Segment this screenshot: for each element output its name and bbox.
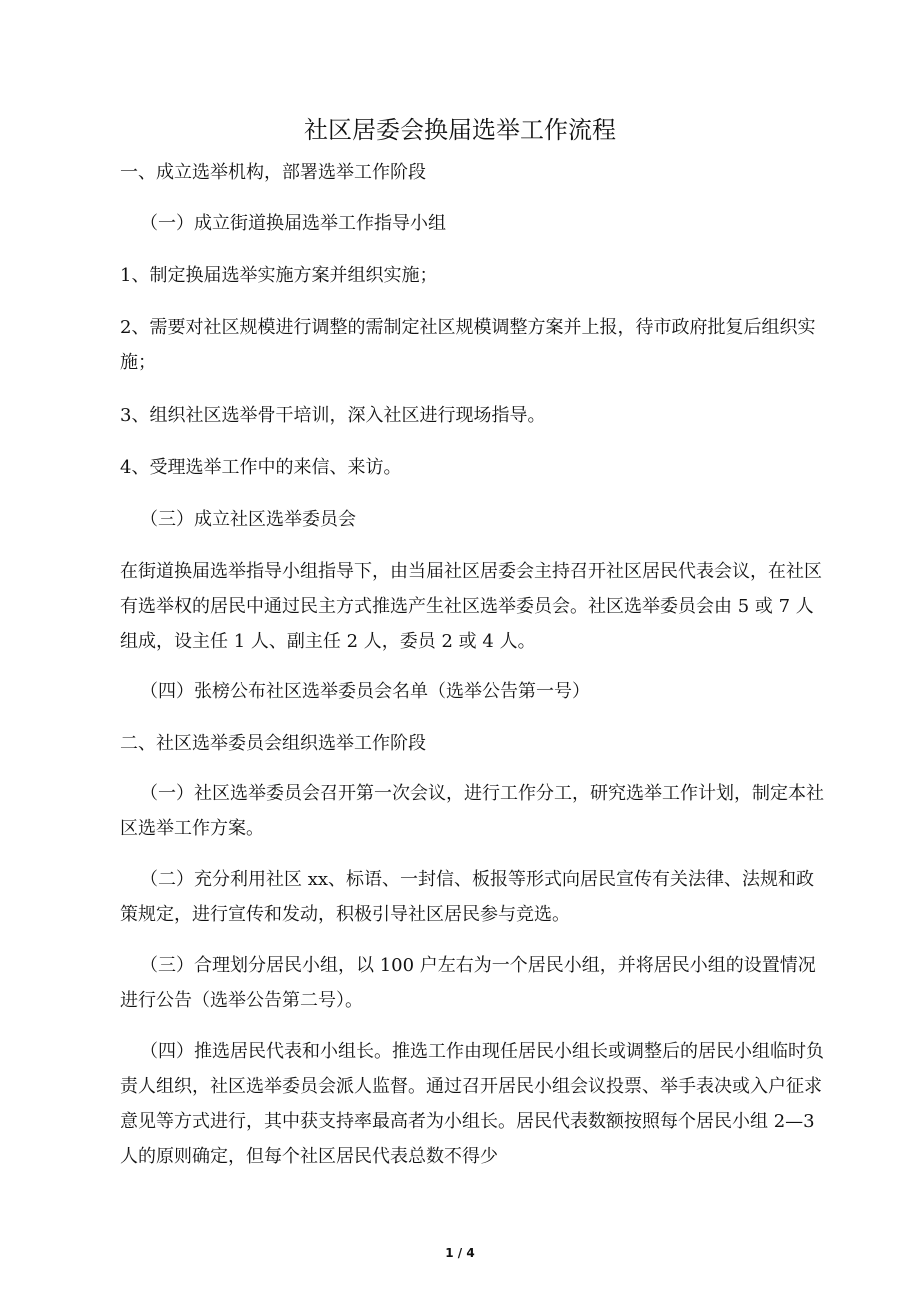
list-item: 2、需要对社区规模进行调整的需制定社区规模调整方案并上报，待市政府批复后组织实施； xyxy=(120,317,816,373)
page-number: 1 / 4 xyxy=(445,1246,475,1260)
body-paragraph: （二）充分利用社区 xx、标语、一封信、板报等形式向居民宣传有关法律、法规和政策规定，进行宣传和发动，积极引导社区居民参与竞选。 xyxy=(120,869,815,925)
subsection-heading: （三）成立社区选举委员会 xyxy=(140,509,356,530)
subsection-heading: （一）成立街道换届选举工作指导小组 xyxy=(140,213,446,234)
section-heading-2: 二、社区选举委员会组织选举工作阶段 xyxy=(120,733,426,754)
list-item: 1、制定换届选举实施方案并组织实施； xyxy=(120,265,438,286)
list-item: 3、组织社区选举骨干培训，深入社区进行现场指导。 xyxy=(120,405,546,426)
document-title: 社区居委会换届选举工作流程 xyxy=(304,116,616,144)
body-paragraph: （四）推选居民代表和小组长。推选工作由现任居民小组长或调整后的居民小组临时负责人组织，社区选举委员会派人监督。通过召开居民小组会议投票、举手表决或入户征求意见等方式进行，其中获支持率最高者为小组长。居民代表数额按照每个居民小组 2—3 人的原则确定，但每个社区居民代表总数不得少 xyxy=(120,1041,824,1167)
body-paragraph: 在街道换届选举指导小组指导下，由当届社区居委会主持召开社区居民代表会议，在社区有选举权的居民中通过民主方式推选产生社区选举委员会。社区选举委员会由 5 或 7 人组成，设主任 1 人、副主任 2 人，委员 2 或 4 人。 xyxy=(120,561,822,652)
list-item: 4、受理选举工作中的来信、来访。 xyxy=(120,457,402,478)
body-paragraph: （一）社区选举委员会召开第一次会议，进行工作分工，研究选举工作计划，制定本社区选举工作方案。 xyxy=(120,783,824,839)
section-heading-1: 一、成立选举机构，部署选举工作阶段 xyxy=(120,162,426,183)
subsection-heading: （四）张榜公布社区选举委员会名单（选举公告第一号） xyxy=(140,681,590,702)
body-paragraph: （三）合理划分居民小组，以 100 户左右为一个居民小组，并将居民小组的设置情况进行公告（选举公告第二号）。 xyxy=(120,955,816,1011)
